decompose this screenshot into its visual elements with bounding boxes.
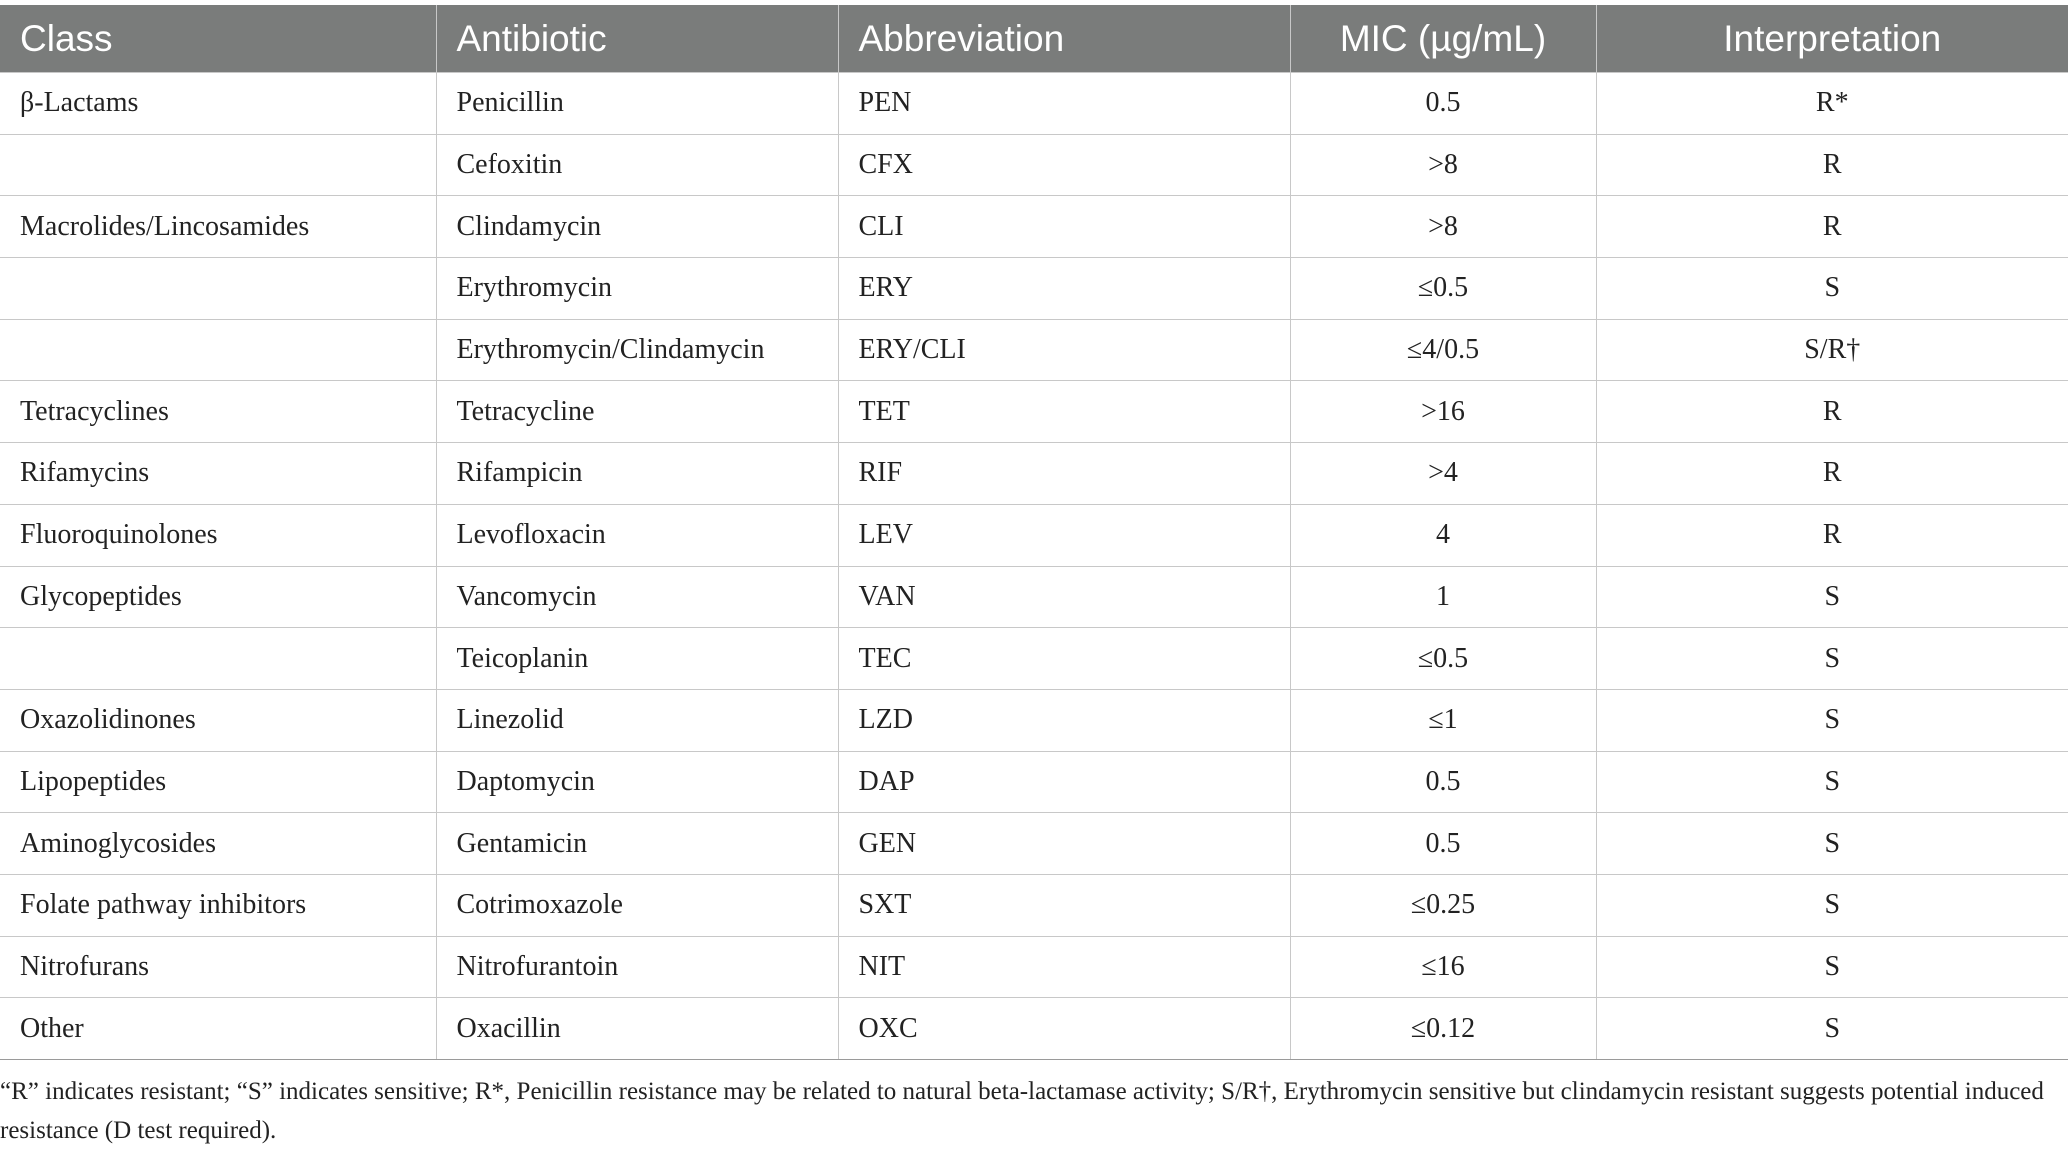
cell-interpretation: S bbox=[1596, 628, 2068, 690]
cell-class: Glycopeptides bbox=[0, 566, 436, 628]
cell-abbreviation: CFX bbox=[838, 134, 1290, 196]
cell-antibiotic: Linezolid bbox=[436, 689, 838, 751]
cell-interpretation: S bbox=[1596, 874, 2068, 936]
table-footnote: “R” indicates resistant; “S” indicates sensitive; R*, Penicillin resistance may be related to natural beta-lactamase activity; S/R†, Erythromycin sensitive but clindamycin resistant suggests potential induced resistance (D test required). bbox=[0, 1078, 2044, 1144]
cell-abbreviation: TET bbox=[838, 381, 1290, 443]
cell-abbreviation: GEN bbox=[838, 813, 1290, 875]
cell-mic: ≤0.5 bbox=[1290, 628, 1596, 690]
cell-class: Rifamycins bbox=[0, 443, 436, 505]
cell-class bbox=[0, 628, 436, 690]
cell-abbreviation: ERY/CLI bbox=[838, 319, 1290, 381]
cell-antibiotic: Nitrofurantoin bbox=[436, 936, 838, 998]
cell-class bbox=[0, 134, 436, 196]
cell-mic: >8 bbox=[1290, 196, 1596, 258]
cell-class: Nitrofurans bbox=[0, 936, 436, 998]
header-antibiotic: Antibiotic bbox=[436, 5, 838, 73]
cell-interpretation: S bbox=[1596, 689, 2068, 751]
table-row bbox=[0, 381, 2068, 443]
cell-abbreviation: VAN bbox=[838, 566, 1290, 628]
cell-abbreviation: CLI bbox=[838, 196, 1290, 258]
cell-class bbox=[0, 258, 436, 320]
table-row bbox=[0, 258, 2068, 320]
cell-abbreviation: OXC bbox=[838, 998, 1290, 1060]
cell-abbreviation: PEN bbox=[838, 73, 1290, 135]
cell-mic: 0.5 bbox=[1290, 73, 1596, 135]
table-row bbox=[0, 504, 2068, 566]
table-row bbox=[0, 874, 2068, 936]
cell-class: Macrolides/Lincosamides bbox=[0, 196, 436, 258]
cell-antibiotic: Cefoxitin bbox=[436, 134, 838, 196]
cell-mic: ≤0.5 bbox=[1290, 258, 1596, 320]
table-row bbox=[0, 751, 2068, 813]
header-abbreviation: Abbreviation bbox=[838, 5, 1290, 73]
header-interpretation: Interpretation bbox=[1596, 5, 2068, 73]
table-row bbox=[0, 998, 2068, 1060]
table-row bbox=[0, 689, 2068, 751]
cell-antibiotic: Erythromycin/Clindamycin bbox=[436, 319, 838, 381]
cell-abbreviation: TEC bbox=[838, 628, 1290, 690]
cell-class: Tetracyclines bbox=[0, 381, 436, 443]
table-row bbox=[0, 134, 2068, 196]
cell-interpretation: S bbox=[1596, 936, 2068, 998]
cell-interpretation: R bbox=[1596, 381, 2068, 443]
cell-antibiotic: Rifampicin bbox=[436, 443, 838, 505]
cell-class: β-Lactams bbox=[0, 73, 436, 135]
cell-mic: ≤0.25 bbox=[1290, 874, 1596, 936]
cell-interpretation: S bbox=[1596, 566, 2068, 628]
cell-interpretation: S bbox=[1596, 813, 2068, 875]
cell-interpretation: S bbox=[1596, 751, 2068, 813]
cell-mic: >8 bbox=[1290, 134, 1596, 196]
table-row bbox=[0, 443, 2068, 505]
header-mic: MIC (µg/mL) bbox=[1290, 5, 1596, 73]
cell-antibiotic: Teicoplanin bbox=[436, 628, 838, 690]
cell-abbreviation: SXT bbox=[838, 874, 1290, 936]
antibiotic-susceptibility-table bbox=[0, 5, 2068, 1060]
table-row bbox=[0, 628, 2068, 690]
cell-antibiotic: Tetracycline bbox=[436, 381, 838, 443]
cell-antibiotic: Clindamycin bbox=[436, 196, 838, 258]
cell-abbreviation: LZD bbox=[838, 689, 1290, 751]
table-row bbox=[0, 936, 2068, 998]
table-row bbox=[0, 73, 2068, 135]
cell-class: Fluoroquinolones bbox=[0, 504, 436, 566]
cell-antibiotic: Levofloxacin bbox=[436, 504, 838, 566]
cell-interpretation: R bbox=[1596, 134, 2068, 196]
cell-interpretation: R bbox=[1596, 504, 2068, 566]
cell-mic: 4 bbox=[1290, 504, 1596, 566]
cell-abbreviation: LEV bbox=[838, 504, 1290, 566]
cell-class: Oxazolidinones bbox=[0, 689, 436, 751]
table-row bbox=[0, 566, 2068, 628]
cell-antibiotic: Vancomycin bbox=[436, 566, 838, 628]
cell-interpretation: S/R† bbox=[1596, 319, 2068, 381]
cell-mic: >16 bbox=[1290, 381, 1596, 443]
table-row bbox=[0, 319, 2068, 381]
cell-mic: >4 bbox=[1290, 443, 1596, 505]
cell-abbreviation: RIF bbox=[838, 443, 1290, 505]
cell-antibiotic: Penicillin bbox=[436, 73, 838, 135]
cell-mic: ≤4/0.5 bbox=[1290, 319, 1596, 381]
table-row bbox=[0, 813, 2068, 875]
cell-antibiotic: Cotrimoxazole bbox=[436, 874, 838, 936]
cell-mic: 0.5 bbox=[1290, 751, 1596, 813]
results-table-container bbox=[0, 5, 2068, 1060]
cell-antibiotic: Erythromycin bbox=[436, 258, 838, 320]
cell-abbreviation: DAP bbox=[838, 751, 1290, 813]
cell-abbreviation: ERY bbox=[838, 258, 1290, 320]
header-class: Class bbox=[0, 5, 436, 73]
cell-abbreviation: NIT bbox=[838, 936, 1290, 998]
cell-antibiotic: Oxacillin bbox=[436, 998, 838, 1060]
cell-interpretation: R bbox=[1596, 196, 2068, 258]
cell-mic: ≤0.12 bbox=[1290, 998, 1596, 1060]
cell-class: Lipopeptides bbox=[0, 751, 436, 813]
cell-class bbox=[0, 319, 436, 381]
cell-interpretation: R bbox=[1596, 443, 2068, 505]
table-header-row bbox=[0, 5, 2068, 73]
cell-mic: 0.5 bbox=[1290, 813, 1596, 875]
table-body bbox=[0, 73, 2068, 1060]
cell-class: Aminoglycosides bbox=[0, 813, 436, 875]
cell-interpretation: S bbox=[1596, 258, 2068, 320]
cell-mic: 1 bbox=[1290, 566, 1596, 628]
cell-antibiotic: Daptomycin bbox=[436, 751, 838, 813]
cell-class: Folate pathway inhibitors bbox=[0, 874, 436, 936]
cell-mic: ≤1 bbox=[1290, 689, 1596, 751]
table-row bbox=[0, 196, 2068, 258]
cell-class: Other bbox=[0, 998, 436, 1060]
cell-mic: ≤16 bbox=[1290, 936, 1596, 998]
cell-interpretation: S bbox=[1596, 998, 2068, 1060]
cell-antibiotic: Gentamicin bbox=[436, 813, 838, 875]
cell-interpretation: R* bbox=[1596, 73, 2068, 135]
